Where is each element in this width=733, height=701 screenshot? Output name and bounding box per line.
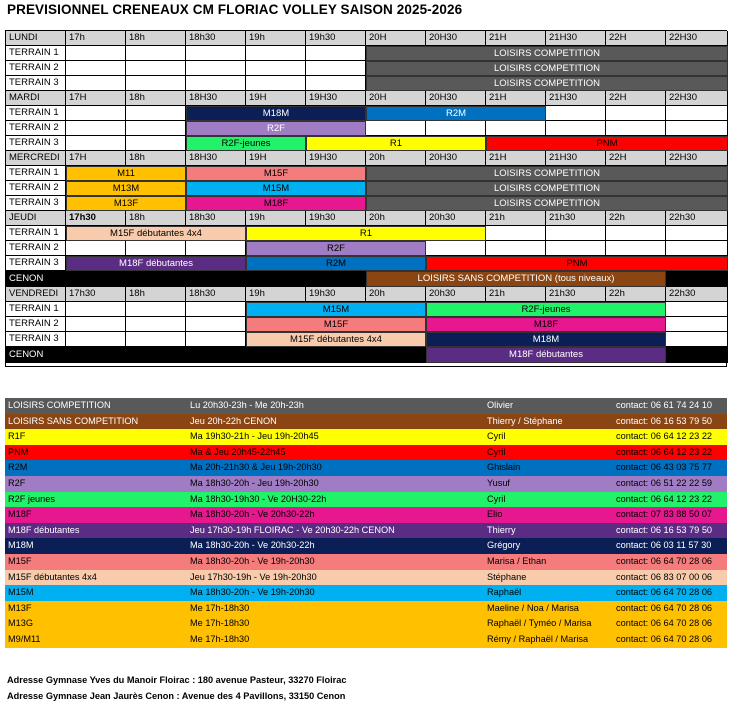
- empty-slot: [666, 332, 728, 347]
- legend-contact: contact: 06 03 11 57 30: [616, 540, 712, 551]
- legend-team: LOISIRS COMPETITION: [8, 400, 111, 410]
- empty-slot: [546, 121, 606, 136]
- time-header: 19H30: [306, 151, 366, 166]
- slot-block: R2F-jeunes: [186, 136, 306, 151]
- time-header: 19h: [246, 211, 306, 226]
- legend-row: [5, 429, 727, 445]
- slot-block: R2M: [246, 256, 426, 271]
- empty-slot: [306, 46, 366, 61]
- empty-slot: [66, 241, 126, 256]
- empty-slot: [666, 226, 728, 241]
- empty-slot: [66, 332, 126, 347]
- slot-block: M13F: [66, 196, 186, 211]
- time-header: 18H30: [186, 91, 246, 106]
- legend-slots: Me 17h-18h30: [190, 633, 250, 644]
- time-header: 22H: [606, 151, 666, 166]
- legend-coach: Rémy / Raphaël / Marisa: [487, 633, 589, 644]
- day-header-mercredi: MERCREDI: [6, 151, 66, 166]
- legend-row: [5, 492, 727, 508]
- legend-coach: Thierry: [487, 524, 516, 535]
- empty-slot: [66, 76, 126, 91]
- time-header: 20H30: [426, 31, 486, 46]
- legend-slots: Lu 20h30-23h - Me 20h-23h: [190, 400, 304, 410]
- time-header: 20H: [366, 31, 426, 46]
- legend-coach: Cyril: [487, 493, 506, 504]
- terrain-label: TERRAIN 3: [6, 76, 66, 91]
- time-header: 20H30: [426, 151, 486, 166]
- terrain-label: TERRAIN 2: [6, 317, 66, 332]
- slot-block: M18F débutantes: [426, 347, 666, 363]
- time-header: 22h30: [666, 287, 728, 302]
- schedule-table: [5, 30, 727, 367]
- empty-slot: [186, 302, 246, 317]
- legend-slots: Me 17h-18h30: [190, 602, 250, 613]
- legend-coach: Cyril: [487, 431, 506, 442]
- empty-slot: [486, 226, 546, 241]
- legend-coach: Yusuf: [487, 477, 510, 488]
- time-header: 18h30: [186, 287, 246, 302]
- time-header: 22H: [606, 31, 666, 46]
- legend-team: LOISIRS SANS COMPETITION: [8, 415, 139, 426]
- legend-row: [5, 601, 727, 617]
- empty-slot: [126, 136, 186, 151]
- empty-slot: [486, 121, 546, 136]
- legend-team: M13F: [8, 602, 32, 613]
- legend-team: M9/M11: [8, 633, 41, 644]
- terrain-label: TERRAIN 2: [6, 241, 66, 256]
- empty-slot: [186, 332, 246, 347]
- legend-row: [5, 507, 727, 523]
- slot-block: R2F: [246, 241, 426, 256]
- slot-block: LOISIRS COMPETITION: [366, 166, 728, 181]
- slot-block: LOISIRS COMPETITION: [366, 76, 728, 91]
- empty-slot: [126, 106, 186, 121]
- legend-team: M18F débutantes: [8, 524, 80, 535]
- slot-block: LOISIRS COMPETITION: [366, 61, 728, 76]
- empty-slot: [546, 106, 606, 121]
- time-header: 19h30: [306, 287, 366, 302]
- terrain-label: TERRAIN 3: [6, 196, 66, 211]
- empty-slot: [606, 121, 666, 136]
- time-header: 18h: [126, 287, 186, 302]
- slot-block: M11: [66, 166, 186, 181]
- empty-slot: [486, 241, 546, 256]
- address-cenon: Adresse Gymnase Jean Jaurès Cenon : Avenue des 4 Pavillons, 33150 Cenon: [7, 691, 346, 701]
- legend-slots: Ma 20h-21h30 & Jeu 19h-20h30: [190, 462, 322, 473]
- empty-slot: [366, 121, 426, 136]
- empty-slot: [306, 61, 366, 76]
- time-header: 19h30: [306, 211, 366, 226]
- empty-slot: [66, 136, 126, 151]
- cenon-row: CENON: [6, 347, 728, 363]
- legend-slots: Ma 18h30-20h - Ve 19h-20h30: [190, 587, 315, 598]
- legend-team: M15M: [8, 587, 34, 598]
- legend-coach: Grégory: [487, 540, 521, 551]
- time-header: 19h: [246, 31, 306, 46]
- day-header-vendredi: VENDREDI: [6, 287, 66, 302]
- empty-slot: [66, 106, 126, 121]
- slot-block: M15F débutantes 4x4: [66, 226, 246, 241]
- empty-slot: [666, 121, 728, 136]
- empty-slot: [66, 317, 126, 332]
- legend-contact: contact: 06 43 03 75 77: [616, 462, 713, 473]
- slot-block: M18F débutantes: [66, 256, 246, 271]
- empty-slot: [186, 61, 246, 76]
- slot-block: M18F: [426, 317, 666, 332]
- time-header: 21H30: [546, 91, 606, 106]
- slot-block: LOISIRS COMPETITION: [366, 46, 728, 61]
- legend-row: [5, 616, 727, 632]
- terrain-label: TERRAIN 1: [6, 226, 66, 241]
- time-header: 22H: [606, 91, 666, 106]
- legend-team: M13G: [8, 618, 34, 629]
- terrain-label: TERRAIN 3: [6, 136, 66, 151]
- legend-coach: Cyril: [487, 446, 506, 457]
- time-header: 22H30: [666, 151, 728, 166]
- empty-slot: [426, 241, 486, 256]
- legend-team: M18F: [8, 509, 32, 520]
- slot-block: M15F: [246, 317, 426, 332]
- legend-row: [5, 570, 727, 586]
- time-header: 21H: [486, 151, 546, 166]
- time-header: 20H: [366, 91, 426, 106]
- legend-team: R2F: [8, 477, 26, 488]
- legend-coach: Marisa / Ethan: [487, 555, 547, 566]
- time-header: 21H30: [546, 151, 606, 166]
- legend-row: [5, 460, 727, 476]
- empty-slot: [126, 46, 186, 61]
- legend-team: R1F: [8, 431, 26, 442]
- empty-slot: [606, 106, 666, 121]
- slot-block: M13M: [66, 181, 186, 196]
- legend-row: [5, 554, 727, 570]
- empty-slot: [246, 76, 306, 91]
- time-header: 20h: [366, 211, 426, 226]
- terrain-label: TERRAIN 2: [6, 61, 66, 76]
- time-header: 17H: [66, 91, 126, 106]
- legend-row: [5, 538, 727, 554]
- legend-slots: Jeu 17h30-19h FLOIRAC - Ve 20h30-22h CENON: [190, 524, 395, 535]
- legend-coach: Raphaël: [487, 587, 522, 598]
- time-header: 18h: [126, 91, 186, 106]
- legend-slots: Ma & Jeu 20h45-22h45: [190, 446, 286, 457]
- slot-block: M18F: [186, 196, 366, 211]
- time-header: 22h: [606, 287, 666, 302]
- time-header: 18h30: [186, 211, 246, 226]
- time-header: 17h: [66, 31, 126, 46]
- legend-contact: contact: 06 61 74 24 10: [616, 400, 713, 410]
- slot-block: R2F: [186, 121, 366, 136]
- legend-slots: Ma 18h30-20h - Ve 20h30-22h: [190, 540, 315, 551]
- legend-slots: Ma 18h30-20h - Ve 20h30-22h: [190, 509, 315, 520]
- legend-contact: contact: 06 64 70 28 06: [616, 633, 713, 644]
- empty-slot: [126, 61, 186, 76]
- empty-slot: [426, 121, 486, 136]
- time-header: 17h30: [66, 211, 126, 226]
- time-header: 21h30: [546, 211, 606, 226]
- legend-slots: Ma 18h30-20h - Jeu 19h-20h30: [190, 477, 319, 488]
- time-header: 21H: [486, 91, 546, 106]
- legend-contact: contact: 06 64 70 28 06: [616, 618, 713, 629]
- slot-block: LOISIRS SANS COMPETITION (tous niveaux): [366, 271, 666, 287]
- empty-slot: [606, 226, 666, 241]
- time-header: 17h30: [66, 287, 126, 302]
- empty-slot: [306, 76, 366, 91]
- empty-slot: [126, 241, 186, 256]
- time-header: 21h: [486, 211, 546, 226]
- terrain-label: TERRAIN 3: [6, 332, 66, 347]
- time-header: 19h: [246, 287, 306, 302]
- legend-coach: Olivier: [487, 400, 514, 410]
- time-header: 19H30: [306, 91, 366, 106]
- time-header: 22h: [606, 211, 666, 226]
- empty-slot: [666, 302, 728, 317]
- legend-row: [5, 414, 727, 430]
- time-header: 19H: [246, 151, 306, 166]
- empty-slot: [186, 46, 246, 61]
- slot-block: LOISIRS COMPETITION: [366, 181, 728, 196]
- terrain-label: TERRAIN 3: [6, 256, 66, 271]
- terrain-label: TERRAIN 1: [6, 106, 66, 121]
- legend-team: R2M: [8, 462, 28, 473]
- legend-row: [5, 523, 727, 539]
- empty-slot: [186, 241, 246, 256]
- day-header-lundi: LUNDI: [6, 31, 66, 46]
- terrain-label: TERRAIN 1: [6, 302, 66, 317]
- time-header: 22H30: [666, 91, 728, 106]
- time-header: 20h30: [426, 287, 486, 302]
- time-header: 20H30: [426, 91, 486, 106]
- page-title: PREVISIONNEL CRENEAUX CM FLORIAC VOLLEY SAISON 2025-2026: [7, 2, 463, 17]
- slot-block: M15F: [186, 166, 366, 181]
- legend-slots: Ma 18h30-20h - Ve 19h-20h30: [190, 555, 315, 566]
- legend-coach: Thierry / Stéphane: [487, 415, 563, 426]
- empty-slot: [126, 332, 186, 347]
- legend-slots: Jeu 17h30-19h - Ve 19h-20h30: [190, 571, 317, 582]
- legend-coach: Raphaël / Tyméo / Marisa: [487, 618, 592, 629]
- time-header: 18h: [126, 151, 186, 166]
- legend-slots: Me 17h-18h30: [190, 618, 250, 629]
- legend-row: [5, 445, 727, 461]
- slot-block: R2M: [366, 106, 546, 121]
- empty-slot: [66, 121, 126, 136]
- empty-slot: [246, 61, 306, 76]
- legend-contact: contact: 06 64 70 28 06: [616, 555, 713, 566]
- time-header: 21h30: [546, 287, 606, 302]
- empty-slot: [666, 106, 728, 121]
- time-header: 18h30: [186, 31, 246, 46]
- empty-slot: [186, 317, 246, 332]
- slot-block: R2F-jeunes: [426, 302, 666, 317]
- time-header: 20h: [366, 151, 426, 166]
- empty-slot: [126, 121, 186, 136]
- terrain-label: TERRAIN 1: [6, 166, 66, 181]
- terrain-label: TERRAIN 1: [6, 46, 66, 61]
- legend-contact: contact: 06 51 22 22 59: [616, 477, 713, 488]
- time-header: 20h: [366, 287, 426, 302]
- legend-table: [5, 398, 727, 648]
- empty-slot: [66, 302, 126, 317]
- legend-team: M15F débutantes 4x4: [8, 571, 97, 582]
- time-header: 20h30: [426, 211, 486, 226]
- cenon-row: CENON: [6, 271, 728, 287]
- legend-coach: Elio: [487, 509, 503, 520]
- slot-block: M18M: [426, 332, 666, 347]
- legend-row: [5, 585, 727, 601]
- time-header: 18h: [126, 211, 186, 226]
- slot-block: R1: [246, 226, 486, 241]
- empty-slot: [186, 76, 246, 91]
- empty-slot: [606, 241, 666, 256]
- legend-team: M15F: [8, 555, 32, 566]
- time-header: 19H: [246, 91, 306, 106]
- time-header: 17H: [66, 151, 126, 166]
- time-header: 21h: [486, 287, 546, 302]
- slot-block: PNM: [486, 136, 728, 151]
- time-header: 22h30: [666, 211, 728, 226]
- empty-slot: [666, 241, 728, 256]
- legend-row: [5, 632, 727, 648]
- slot-block: M15F débutantes 4x4: [246, 332, 426, 347]
- slot-block: M15M: [186, 181, 366, 196]
- legend-slots: Ma 19h30-21h - Jeu 19h-20h45: [190, 431, 319, 442]
- empty-slot: [246, 46, 306, 61]
- empty-slot: [126, 317, 186, 332]
- legend-contact: contact: 06 64 12 23 22: [616, 493, 713, 504]
- terrain-label: TERRAIN 2: [6, 181, 66, 196]
- terrain-label: TERRAIN 2: [6, 121, 66, 136]
- slot-block: R1: [306, 136, 486, 151]
- legend-team: PNM: [8, 446, 29, 457]
- legend-contact: contact: 06 16 53 79 50: [616, 415, 713, 426]
- slot-block: M15M: [246, 302, 426, 317]
- legend-row: [5, 476, 727, 492]
- empty-slot: [126, 76, 186, 91]
- empty-slot: [66, 61, 126, 76]
- legend-slots: Ma 18h30-19h30 - Ve 20H30-22h: [190, 493, 327, 504]
- legend-contact: contact: 06 64 12 23 22: [616, 431, 713, 442]
- empty-slot: [126, 302, 186, 317]
- day-header-jeudi: JEUDI: [6, 211, 66, 226]
- legend-contact: contact: 07 83 88 50 07: [616, 509, 713, 520]
- legend-row: [5, 398, 727, 414]
- legend-contact: contact: 06 83 07 00 06: [616, 571, 713, 582]
- legend-contact: contact: 06 64 70 28 06: [616, 587, 713, 598]
- time-header: 22H30: [666, 31, 728, 46]
- legend-team: R2F jeunes: [8, 493, 55, 504]
- time-header: 21H: [486, 31, 546, 46]
- legend-coach: Maeline / Noa / Marisa: [487, 602, 579, 613]
- time-header: 19h30: [306, 31, 366, 46]
- time-header: 18h: [126, 31, 186, 46]
- empty-slot: [66, 46, 126, 61]
- legend-contact: contact: 06 64 12 23 22: [616, 446, 713, 457]
- time-header: 18H30: [186, 151, 246, 166]
- empty-slot: [546, 241, 606, 256]
- legend-coach: Ghislain: [487, 462, 521, 473]
- legend-slots: Jeu 20h-22h CENON: [190, 415, 277, 426]
- legend-team: M18M: [8, 540, 34, 551]
- slot-block: LOISIRS COMPETITION: [366, 196, 728, 211]
- empty-slot: [666, 317, 728, 332]
- day-header-mardi: MARDI: [6, 91, 66, 106]
- slot-block: M18M: [186, 106, 366, 121]
- empty-slot: [546, 226, 606, 241]
- legend-contact: contact: 06 64 70 28 06: [616, 602, 713, 613]
- time-header: 21H30: [546, 31, 606, 46]
- legend-contact: contact: 06 16 53 79 50: [616, 524, 713, 535]
- address-floirac: Adresse Gymnase Yves du Manoir Floirac : 180 avenue Pasteur, 33270 Floirac: [7, 675, 347, 685]
- slot-block: PNM: [426, 256, 728, 271]
- legend-coach: Stéphane: [487, 571, 527, 582]
